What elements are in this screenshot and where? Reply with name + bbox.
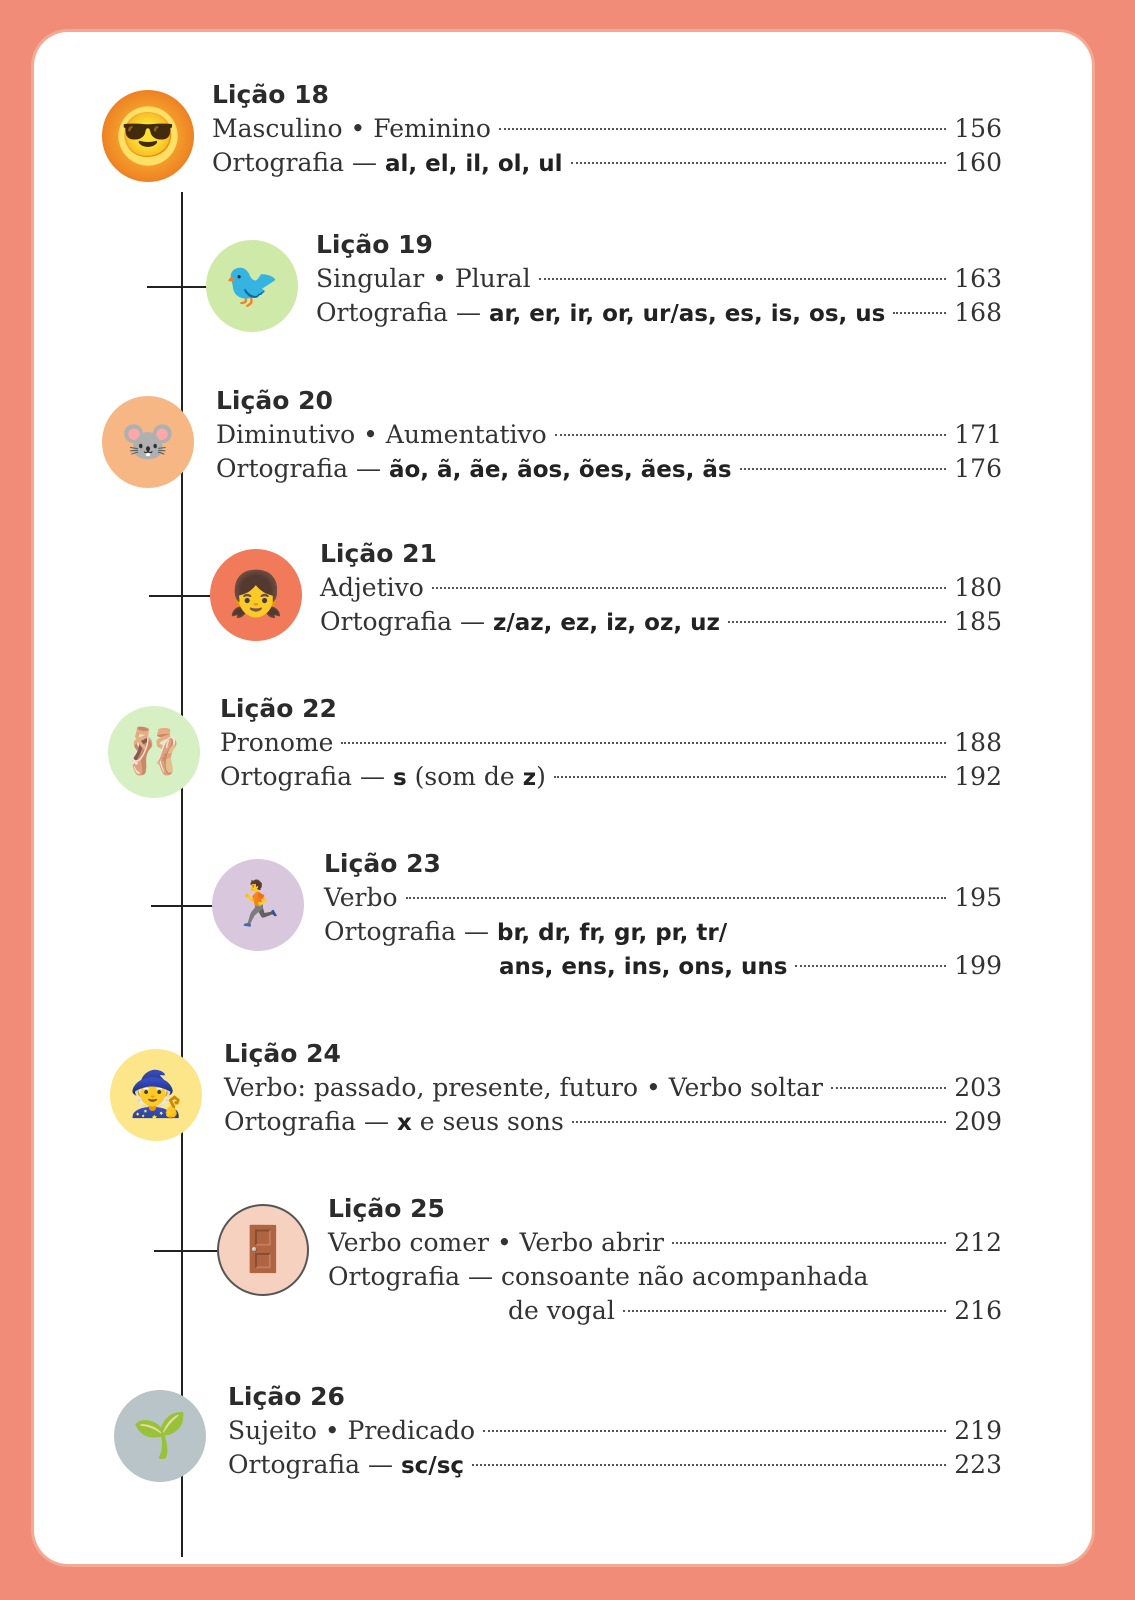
page-number: 223: [954, 1450, 1002, 1479]
toc-entry[interactable]: Adjetivo 180: [320, 571, 1002, 605]
bird-icon: 🐦: [206, 240, 298, 332]
boy-running-icon: 🏃: [212, 859, 304, 951]
toc-entry[interactable]: ans, ens, ins, ons, uns 199: [324, 949, 1002, 983]
kids-door-icon: 🚪: [217, 1204, 309, 1296]
lesson-title: Lição 23: [324, 849, 441, 878]
lesson-title: Lição 22: [220, 694, 337, 723]
lesson-title: Lição 21: [320, 539, 437, 568]
toc-entry[interactable]: Ortografia — x e seus sons 209: [224, 1105, 1002, 1139]
page-number: 160: [954, 148, 1002, 177]
lesson-title: Lição 25: [328, 1194, 445, 1223]
page-number: 212: [954, 1228, 1002, 1257]
toc-entry[interactable]: Ortografia — s (som de z ) 192: [220, 760, 1002, 794]
lesson-26: [34, 1380, 1092, 1530]
lesson-23: [34, 847, 1092, 997]
lesson-18: [34, 74, 1092, 224]
page-number: 171: [954, 420, 1002, 449]
toc-page: [34, 32, 1092, 1564]
witch-icon: 🧙: [110, 1049, 202, 1141]
lesson-title: Lição 26: [228, 1382, 345, 1411]
toc-entry[interactable]: Masculino • Feminino 156: [212, 112, 1002, 146]
lesson-title: Lição 24: [224, 1039, 341, 1068]
page-number: 185: [954, 607, 1002, 636]
lesson-title: Lição 18: [212, 80, 329, 109]
page-number: 156: [954, 114, 1002, 143]
toc-entry[interactable]: Ortografia — z/az, ez, iz, oz, uz 185: [320, 605, 1002, 639]
lesson-title: Lição 20: [216, 386, 333, 415]
page-number: 203: [954, 1073, 1002, 1102]
toc-entry[interactable]: de vogal 216: [328, 1294, 1002, 1328]
toc-entry[interactable]: Ortografia — sc/sç 223: [228, 1448, 1002, 1482]
page-number: 219: [954, 1416, 1002, 1445]
page-number: 199: [954, 951, 1002, 980]
toc-entry[interactable]: Verbo 195: [324, 881, 1002, 915]
lesson-22: [34, 692, 1092, 842]
toc-entry[interactable]: Singular • Plural 163: [316, 262, 1002, 296]
lesson-20: [34, 384, 1092, 534]
page-number: 216: [954, 1296, 1002, 1325]
toc-entry[interactable]: Diminutivo • Aumentativo 171: [216, 418, 1002, 452]
toc-entry[interactable]: Ortografia — ar, er, ir, or, ur/as, es, is, os, us 168: [316, 296, 1002, 330]
sun-icon: 😎: [102, 90, 194, 182]
toc-entry[interactable]: Pronome 188: [220, 726, 1002, 760]
toc-entry[interactable]: Verbo comer • Verbo abrir 212: [328, 1226, 1002, 1260]
plant-icon: 🌱: [114, 1390, 206, 1482]
page-number: 176: [954, 454, 1002, 483]
mouse-icon: 🐭: [102, 396, 194, 488]
page-number: 168: [954, 298, 1002, 327]
ballerina-icon: 🩰: [108, 706, 200, 798]
lesson-title: Lição 19: [316, 230, 433, 259]
lesson-24: [34, 1037, 1092, 1187]
page-number: 195: [954, 883, 1002, 912]
lesson-19: [34, 228, 1092, 378]
page-number: 209: [954, 1107, 1002, 1136]
toc-entry[interactable]: Ortografia — ão, ã, ãe, ãos, ões, ães, ãs 176: [216, 452, 1002, 486]
toc-entry[interactable]: Verbo: passado, presente, futuro • Verbo soltar 203: [224, 1071, 1002, 1105]
toc-entry[interactable]: Ortografia — consoante não acompanhada: [328, 1262, 869, 1291]
girl-icon: 👧: [210, 549, 302, 641]
page-number: 163: [954, 264, 1002, 293]
lesson-21: [34, 537, 1092, 687]
page-number: 188: [954, 728, 1002, 757]
toc-entry[interactable]: Ortografia — br, dr, fr, gr, pr, tr/: [324, 917, 728, 946]
toc-entry[interactable]: Ortografia — al, el, il, ol, ul 160: [212, 146, 1002, 180]
lesson-25: [34, 1192, 1092, 1342]
toc-entry[interactable]: Sujeito • Predicado 219: [228, 1414, 1002, 1448]
page-number: 192: [954, 762, 1002, 791]
page-number: 180: [954, 573, 1002, 602]
